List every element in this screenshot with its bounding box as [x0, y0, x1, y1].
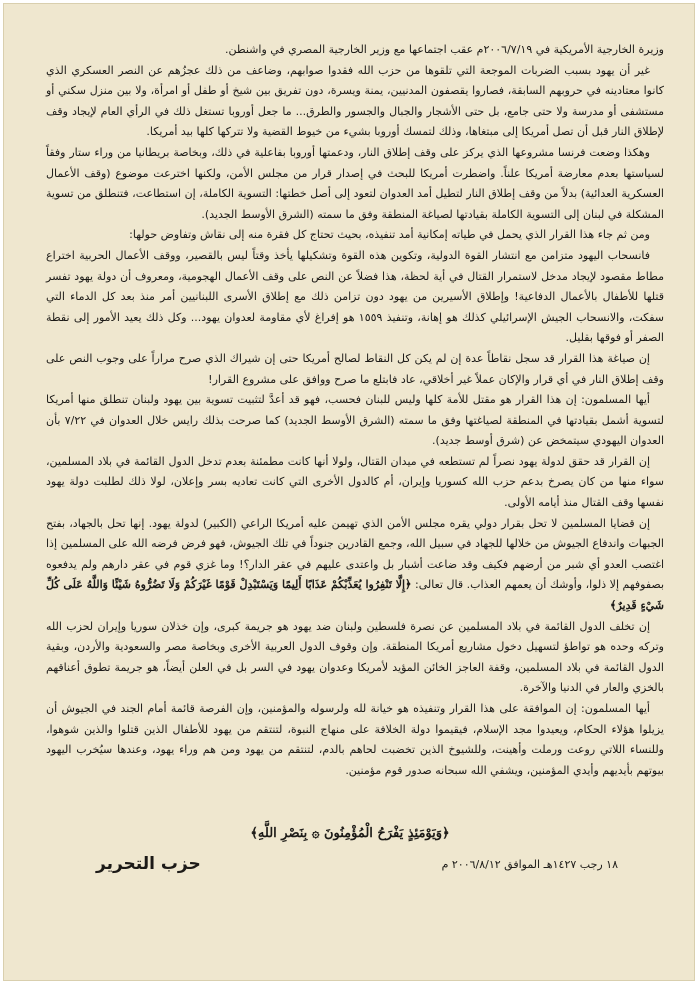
date-line: ١٨ رجب ١٤٢٧هـ الموافق ٢٠٠٦/٨/١٢ م	[441, 858, 618, 871]
paragraph-6: إن صياغة هذا القرار قد سجل نقاطاً عدة إن لم يكن كل النقاط لصالح أمريكا حتى إن شيراك الذي صرح مراراً على وجوب النص على وقف إطلاق النار في أي قرار والإكان عملاً غير أخلاقي، عاد فابتلع ما صرح ووافق على مشروع القرار!	[46, 351, 664, 386]
paragraph-1: وزيرة الخارجية الأمريكية في ٢٠٠٦/٧/١٩م عقب اجتماعها مع وزير الخارجية المصري في واشنطن.	[224, 43, 664, 56]
signature: حزب التحرير	[96, 854, 201, 874]
paragraph-8: إن القرار قد حقق لدولة يهود نصراً لم تستطعه في ميدان القتال، ولولا أنها كانت مطمئنة بعدم تدخل الدول القائمة في بلاد المسلمين، سواء منها من كان يصرخ بدعم حزب الله كسوريا وإيران، أم كالدول الأخرى التي كانت تعاديه بسر وإعلان، لولا ذلك لطلبت دولة يهود نفسها وقف القتال منذ أيامه الأولى.	[46, 454, 664, 510]
paragraph-4: ومن ثم جاء هذا القرار الذي يحمل في طياته إمكانية أمد تنفيذه، بحيث تحتاج كل فقرة منه إلى نقاش وتفاوض حولها:	[129, 228, 650, 242]
paragraph-5: فانسحاب اليهود متزامن مع انتشار القوة الدولية، وتكوين هذه القوة وتشكيلها يأخذ وقتاً ليس بالقصير، ووقف الأعمال الحربية اختراع مطاط مقصود لإيجاد مدخل لاستمرار القتال في أية لحظة، هذا فضلاً عن النص على وقف الأعمال الهجومية، ومعروف أن دولة يهود تفسر قتلها للأطفال بالأعمال الدفاعية! وإطلاق الأسيرين من يهود دون تزامن ذلك مع إطلاق الأسرى اللبنانيين أمر منذ بعد كل الدماء التي سفكت، والانسحاب الجيش الإسرائيلي كذلك هو إهانة، وتنفيذ ١٥٥٩ هو إفراغ لأي مقاومة لعدوان يهود... وكل ذلك يعيد الأمور إلى نقطة الصفر أو فوقها بقليل.	[46, 248, 664, 345]
paragraph-3: وهكذا وضعت فرنسا مشروعها الذي يركز على وقف إطلاق النار، ودعمتها أوروبا بفاعلية في ذلك، وبخاصة بريطانيا من وراء ستار وفقاً لسياستها بعدم معارضة أمريكا علناً. واضطرت أمريكا للبحث في إصدار قرار من مجلس الأمن، ولكنها اخترعت موضوع (وقف الأعمال العسكرية العدائية) بدلاً من وقف إطلاق النار لتطيل أمد العدوان لتعود إلى أصل خطتها: التسوية الكاملة، إن استطاعت، فتنطلق من تسوية المشكلة في لبنان إلى التسوية الكاملة بقيادتها لصياغة المنطقة وفق ما سمته (الشرق الأوسط الجديد).	[46, 145, 664, 221]
closing-verse: ﴿وَيَوْمَئِذٍ يَفْرَحُ الْمُؤْمِنُونَ ۞ بِنَصْرِ اللَّهِ﴾	[250, 826, 450, 841]
paragraph-10: إن تخلف الدول القائمة في بلاد المسلمين عن نصرة فلسطين ولبنان ضد يهود هو جريمة كبرى، وإن خذلان سوريا وإيران لحزب الله وتركه وحده هو تواطؤ لتسهيل دخول مشاريع أمريكا المنطقة. وإن وقوف الدول العربية الأخرى وبخاصة مصر والسعودية والأردن، وبقية الدول القائمة في بلاد المسلمين، وقفة العاجز الخائن المؤيد لأمريكا وعدوان يهود في السر بل في العلن أيضاً، هو جريمة تطوق أعناقهم بالخزي والعار في الدنيا والآخرة.	[46, 619, 664, 695]
paragraph-9	[46, 514, 664, 617]
document-body	[46, 40, 664, 781]
quran-verse: ﴿إِلَّا تَنْفِرُوا يُعَذِّبْكُمْ عَذَابًا أَلِيمًا وَيَسْتَبْدِلْ قَوْمًا غَيْرَكُمْ وَلَا تَضُرُّوهُ شَيْئًا وَاللَّهُ عَلَى كُلِّ شَيْءٍ قَدِيرٌ﴾	[46, 578, 664, 613]
paragraph-9-text: إن قضايا المسلمين لا تحل بقرار دولي يقره مجلس الأمن الذي تهيمن عليه أمريكا الراعي (الكبير) لدولة يهود. إنها تحل بالجهاد، بفتح الجبهات واندفاع الجيوش من خلالها للجهاد في سبيل الله، وجمع القادرين جنوداً في تلك الجيوش، فهو فرض فرضه الله على المسلمين إذا اغتصب العدو أي شبر من أرضهم فكيف وقد ضاعت أشبار بل واعتدى عليهم في عقر الدار؟! وما غزي قوم في عقر دارهم ولم يدفعوه بصفوفهم إلا ذلوا، وأوشك أن يعمهم العذاب. قال تعالى:	[46, 516, 665, 592]
paragraph-2: غير أن يهود بسبب الضربات الموجعة التي تلقوها من حزب الله فقدوا صوابهم، وضاعف من ذلك عجزُهم عن النصر العسكري الذي كانوا معتادينه في حروبهم السابقة، فصاروا يقصفون المدنيين، يمنة ويسرة، دون تفريق بين شيخ أو طفل أو امرأة، ولا بين منزل سكني أو مستشفى أو مدرسة ولا حتى جامع، بل حتى الأشجار والجبال والجسور والطرق... ما جعل أوروبا تستغل ذلك في الرأي العام لإيجاد وقف لإطلاق النار قبل أن تصل أمريكا إلى مبتغاها، وذلك لتمسك أوروبا بشيء من خيوط القضية ولا تتركها كلها بيد أمريكا.	[46, 63, 664, 139]
paragraph-7: أيها المسلمون: إن هذا القرار هو مقتل للأمة كلها وليس للبنان فحسب، فهو قد أعدَّ لتثبيت تسوية بين يهود ولبنان تنطلق منها أمريكا لتسوية أشمل بقيادتها في المنطقة لصياغتها وفق ما سمته (الشرق الأوسط الجديد) كما صرحت بذلك رايس خلال العدوان في ٧/٢٢ بأن العدوان اليهودي سيتمخض عن (شرق أوسط جديد).	[46, 393, 664, 448]
paragraph-11: أيها المسلمون: إن الموافقة على هذا القرار وتنفيذه هو خيانة لله ولرسوله والمؤمنين، وإن الفرصة قائمة أمام الجند في الجيوش أن يزيلوا هؤلاء الحكام، ويعيدوا مجد الإسلام، فيقيموا دولة الخلافة على منهاج النبوة، لتنتقم من يهود للأطفال الذين قتلوا والذين شوهوا، وللنساء اللاتي روعت ورملت وأهينت، وللشيوخ الذين تخضبت لحاهم بالدم، لتنتقم من يهود ومن هم وراء يهود، وعندها سيُخرب اليهود بيوتهم بأيديهم وأيدي المؤمنين، ويشفي الله سبحانه صدور قوم مؤمنين.	[46, 702, 664, 777]
